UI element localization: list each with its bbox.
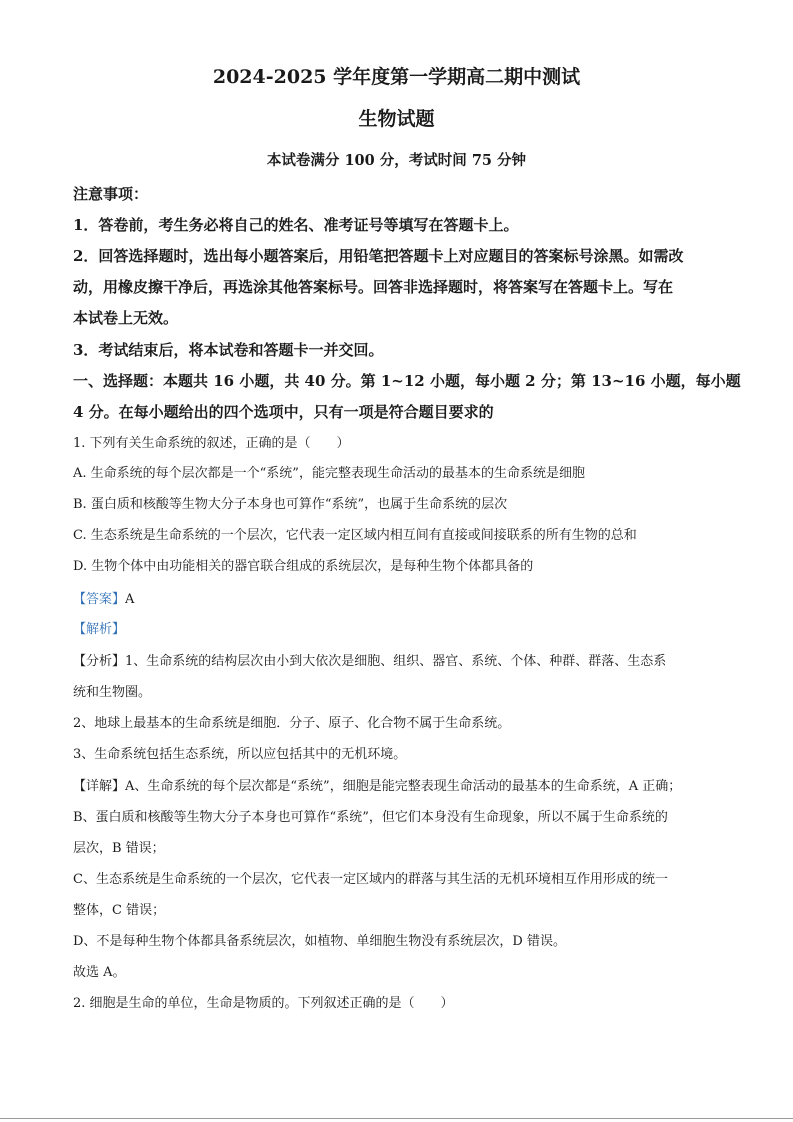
notice-item-2-line-3: 本试卷上无效。 xyxy=(73,309,179,327)
conclusion: 故选 A。 xyxy=(73,965,126,980)
fenxi-line-3: 2、地球上最基本的生命系统是细胞．分子、原子、化合物不属于生命系统。 xyxy=(73,716,511,731)
section-heading-line-1: 一、选择题：本题共 16 小题，共 40 分。第 1~12 小题，每小题 2 分；第 13~16 小题，每小题 xyxy=(73,372,741,390)
detail-tag: 【详解】 xyxy=(73,779,126,794)
q1-option-c: C. 生态系统是生命系统的一个层次，它代表一定区域内相互间有直接或间接联系的所有生物的总和 xyxy=(73,528,637,543)
detail-line-4: C、生态系统是生命系统的一个层次，它代表一定区域内的群落与其生活的无机环境相互作用形成的统一 xyxy=(73,872,668,887)
notice-item-2-line-1: 2．回答选择题时，选出每小题答案后，用铅笔把答题卡上对应题目的答案标号涂黑。如需改 xyxy=(73,247,684,265)
fenxi-line-4: 3、生命系统包括生态系统，所以应包括其中的无机环境。 xyxy=(73,747,407,762)
q1-answer xyxy=(73,588,134,607)
analysis-tag: 【解析】 xyxy=(73,622,126,637)
detail-line-5: 整体，C 错误； xyxy=(73,903,166,918)
notice-item-1: 1．答卷前，考生务必将自己的姓名、准考证号等填写在答题卡上。 xyxy=(73,216,519,234)
subject-title: 生物试题 xyxy=(358,108,435,130)
q1-option-a: A. 生命系统的每个层次都是一个“系统”，能完整表现生命活动的最基本的生命系统是细胞 xyxy=(73,466,585,481)
answer-value: A xyxy=(125,592,135,607)
fenxi-line-1 xyxy=(73,650,666,669)
detail-line-1 xyxy=(73,775,681,794)
exam-info: 本试卷满分 100 分，考试时间 75 分钟 xyxy=(266,152,527,169)
fenxi-line-2: 统和生物圈。 xyxy=(73,685,152,700)
q1-option-b: B. 蛋白质和核酸等生物大分子本身也可算作“系统”，也属于生命系统的层次 xyxy=(73,497,508,512)
q2-stem: 2. 细胞是生命的单位，生命是物质的。下列叙述正确的是（ ） xyxy=(73,996,454,1011)
q1-stem: 1. 下列有关生命系统的叙述，正确的是（ ） xyxy=(73,436,350,451)
q1-option-d: D. 生物个体中由功能相关的器官联合组成的系统层次，是每种生物个体都具备的 xyxy=(73,559,534,574)
notice-item-2-line-2: 动，用橡皮擦干净后，再选涂其他答案标号。回答非选择题时，将答案写在答题卡上。写在 xyxy=(73,278,674,296)
fenxi-text-1: 1、生命系统的结构层次由小到大依次是细胞、组织、器官、系统、个体、种群、群落、生态系 xyxy=(125,654,667,669)
notice-item-3: 3．考试结束后，将本试卷和答题卡一并交回。 xyxy=(73,341,384,359)
exam-title: 2024-2025 学年度第一学期高二期中测试 xyxy=(212,66,581,88)
notice-heading: 注意事项： xyxy=(73,185,149,203)
detail-line-3: 层次，B 错误； xyxy=(73,841,165,856)
detail-line-6: D、不是每种生物个体都具备系统层次，如植物、单细胞生物没有系统层次，D 错误。 xyxy=(73,934,566,949)
detail-line-2: B、蛋白质和核酸等生物大分子本身也可算作“系统”，但它们本身没有生命现象，所以不属于生命系统的 xyxy=(73,810,668,825)
answer-tag: 【答案】 xyxy=(73,592,126,607)
section-heading-line-2: 4 分。在每小题给出的四个选项中，只有一项是符合题目要求的 xyxy=(73,403,494,421)
page-bottom-rule xyxy=(0,1118,793,1119)
detail-text-1: A、生命系统的每个层次都是“系统”，细胞是能完整表现生命活动的最基本的生命系统，A 正确； xyxy=(125,779,682,794)
fenxi-tag: 【分析】 xyxy=(73,654,126,669)
